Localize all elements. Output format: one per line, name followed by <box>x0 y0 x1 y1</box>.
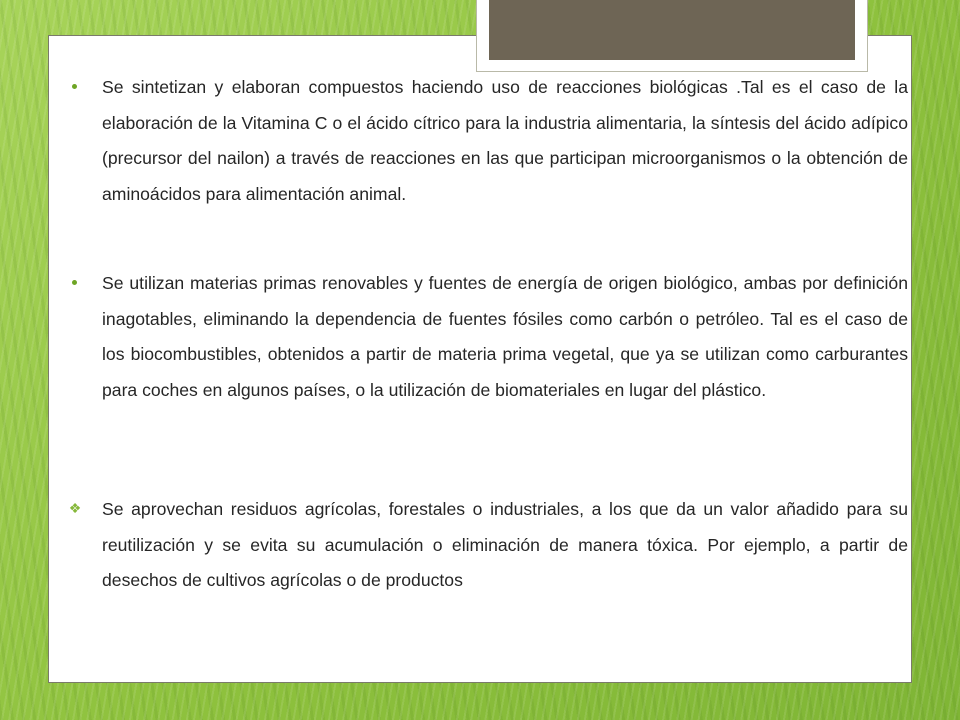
bullet-text-1: Se sintetizan y elaboran compuestos haciendo uso de reacciones biológicas .Tal es el caso de la elaboración de la Vitamina C o el ácido cítrico para la industria alimentaria, la síntesis del ácido adípico (precursor del nailon) a través de reacciones en las que participan microorganismos o la obtención de aminoácidos para alimentación animal. <box>102 77 908 204</box>
bullet-item-3: ❖ Se aprovechan residuos agrícolas, forestales o industriales, a los que da un valor añadido para su reutilización y se evita su acumulación o eliminación de manera tóxica. Por ejemplo, a partir de desechos de cultivos agrícolas o de productos <box>66 492 908 599</box>
bullet-item-1 <box>66 70 908 212</box>
bullet-item-2 <box>66 266 908 408</box>
title-placeholder-block <box>489 0 855 60</box>
bullet-text-2: Se utilizan materias primas renovables y fuentes de energía de origen biológico, ambas por definición inagotables, eliminando la dependencia de fuentes fósiles como carbón o petróleo. Tal es el caso de los biocombustibles, obtenidos a partir de materia prima vegetal, que ya se utilizan como carburantes para coches en algunos países, o la utilización de biomateriales en lugar del plástico. <box>102 273 908 400</box>
title-frame <box>476 0 868 72</box>
bullet-text-3: Se aprovechan residuos agrícolas, forestales o industriales, a los que da un valor añadido para su reutilización y se evita su acumulación o eliminación de manera tóxica. Por ejemplo, a partir de desechos de cultivos agrícolas o de productos <box>102 499 908 590</box>
